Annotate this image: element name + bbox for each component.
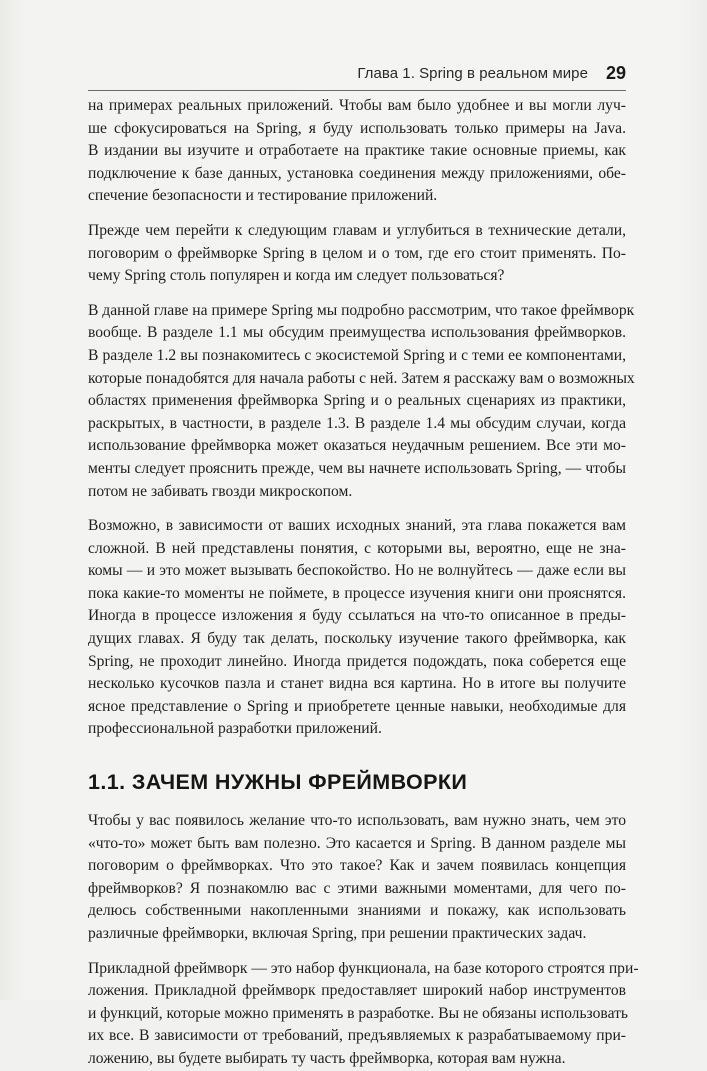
text-line: Прежде чем перейти к следующим главам и углубиться в технические детали, <box>88 221 626 239</box>
text-line: фреймворков? Я познакомлю вас с этими важными моментами, для чего по- <box>88 879 626 897</box>
text-line: поговорим о фреймворках. Что это такое? Как и зачем появилась концепция <box>88 857 626 875</box>
paragraph-difficulty-note <box>88 515 626 741</box>
text-line: профессиональной разработки приложений. <box>88 720 382 738</box>
section-heading: 1.1. ЗАЧЕМ НУЖНЫ ФРЕЙМВОРКИ <box>88 770 468 795</box>
text-line: дущих главах. Я буду так делать, поскольку изучение такого фреймворка, как <box>88 630 626 648</box>
text-line: делюсь собственными накопленными знаниями и покажу, как использовать <box>88 902 626 920</box>
text-line: потом не забивать гвозди микроскопом. <box>88 482 353 500</box>
paragraph-intro-examples <box>88 95 626 208</box>
text-line: комы — и это может вызывать беспокойство. Но не волнуйтесь — даже если вы <box>88 562 626 580</box>
text-line: чему Spring столь популярен и когда им следует пользоваться? <box>88 267 505 285</box>
text-line: Прикладной фреймворк — это набор функционала, на базе которого строятся при- <box>88 959 639 977</box>
text-line: ясное представление о Spring и приобретете ценные навыки, необходимые для <box>88 697 626 715</box>
text-line: вообще. В разделе 1.1 мы обсудим преимущества использования фреймворков. <box>88 324 626 342</box>
text-line: ложения. Прикладной фреймворк предоставляет широкий набор инструментов <box>88 982 626 1000</box>
paragraph-chapter-overview <box>88 300 635 503</box>
text-line: Возможно, в зависимости от ваших исходных знаний, эта глава покажется вам <box>88 517 626 535</box>
text-line: областях применения фреймворка Spring и о реальных сценариях из практики, <box>88 392 626 410</box>
text-line: пока какие-то моменты не поймете, в процессе изучения книги они прояснятся. <box>88 584 626 602</box>
text-line: которые понадобятся для начала работы с ней. Затем я расскажу вам о возможных <box>88 369 635 387</box>
chapter-title: Глава 1. Spring в реальном мире <box>357 64 588 82</box>
text-line: подключение к базе данных, установка соединения между приложениями, обе- <box>88 164 626 182</box>
text-line: В разделе 1.2 вы познакомитесь с экосистемой Spring и с теми ее компонентами, <box>88 346 626 364</box>
text-line: на примерах реальных приложений. Чтобы вам было удобнее и вы могли луч- <box>88 97 626 114</box>
running-header <box>88 56 626 91</box>
text-line: Иногда в процессе изложения я буду ссылаться на что-то описанное в преды- <box>88 607 626 625</box>
text-line: В данной главе на примере Spring мы подробно рассмотрим, что такое фреймворк <box>88 301 635 319</box>
paragraph-before-chapters <box>88 220 626 288</box>
text-line: различные фреймворки, включая Spring, при решении практических задач. <box>88 925 587 942</box>
page-body <box>88 95 639 1071</box>
text-line: ше сфокусироваться на Spring, я буду использовать только примеры на Java. <box>88 119 626 137</box>
text-line: ложению, вы будете выбирать ту часть фреймворка, которая вам нужна. <box>88 1049 566 1067</box>
paragraph-framework-definition <box>88 958 639 1071</box>
text-line: их все. В зависимости от требований, предъявляемых к разрабатываемому при- <box>88 1027 626 1045</box>
text-line: раскрытых, в частности, в разделе 1.3. В разделе 1.4 мы обсудим случаи, когда <box>88 414 626 432</box>
text-line: использование фреймворка может оказаться неудачным решением. Все эти мо- <box>88 437 626 455</box>
paragraph-why-frameworks <box>88 810 626 946</box>
text-line: и функций, которые можно применять в разработке. Вы не обязаны использовать <box>88 1004 629 1022</box>
text-line: менты следует прояснить прежде, чем вы начнете использовать Spring, — чтобы <box>88 459 626 477</box>
text-line: несколько кусочков пазла и станет видна вся картина. Но в итоге вы получите <box>88 675 626 693</box>
text-line: «что-то» может быть вам полезно. Это касается и Spring. В данном разделе мы <box>88 834 626 852</box>
text-line: поговорим о фреймворке Spring в целом и о том, где его стоит применять. По- <box>88 244 626 262</box>
text-line: сложной. В ней представлены понятия, с которыми вы, вероятно, еще не зна- <box>88 539 626 557</box>
text-line: Spring, не проходит линейно. Иногда придется подождать, пока соберется еще <box>88 652 626 670</box>
text-line: В издании вы изучите и отработаете на практике такие основные приемы, как <box>88 142 626 160</box>
text-line: Чтобы у вас появилось желание что-то использовать, вам нужно знать, чем это <box>88 812 626 830</box>
text-line: спечение безопасности и тестирование приложений. <box>88 187 438 205</box>
page-number: 29 <box>605 62 626 83</box>
